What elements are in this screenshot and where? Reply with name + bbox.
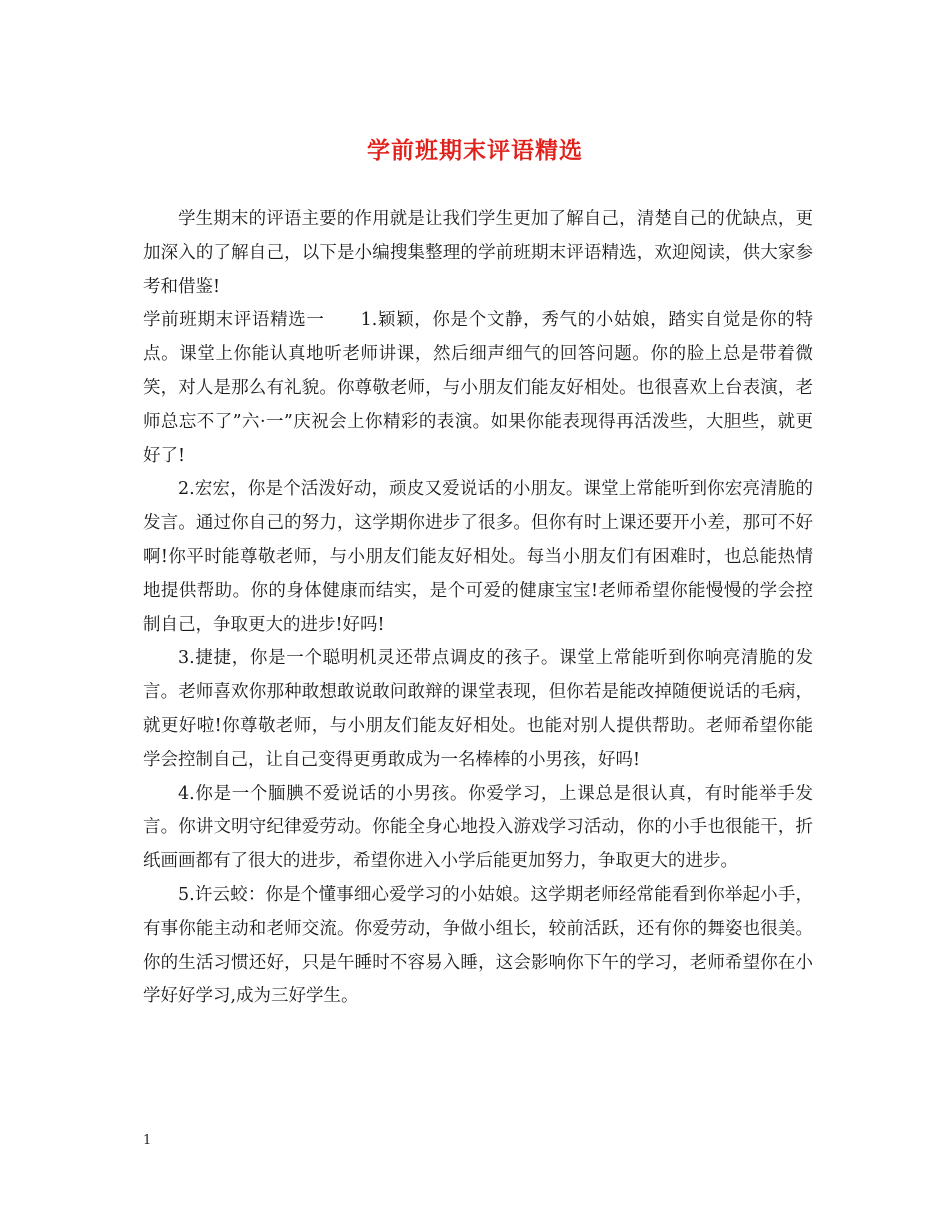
comment-5: 5.许云蛟：你是个懂事细心爱学习的小姑娘。这学期老师经常能看到你举起小手，有事你能主动和老师交流。你爱劳动，争做小组长，较前活跃，还有你的舞姿也很美。你的生活习惯还好，只是午睡时不容易入睡，这会影响你下午的学习，老师希望你在小学好好学习,成为三好学生。 xyxy=(143,884,813,1007)
comment-3: 3.捷捷，你是一个聪明机灵还带点调皮的孩子。课堂上常能听到你响亮清脆的发言。老师喜欢你那种敢想敢说敢问敢辩的课堂表现，但你若是能改掉随便说话的毛病，就更好啦!你尊敬老师，与小朋友们能友好相处。也能对别人提供帮助。老师希望你能学会控制自己，让自己变得更勇敢成为一名棒棒的小男孩，好吗! xyxy=(143,648,813,770)
intro-paragraph: 学生期末的评语主要的作用就是让我们学生更加了解自己，清楚自己的优缺点，更加深入的了解自己，以下是小编搜集整理的学前班期末评语精选，欢迎阅读，供大家参考和借鉴! xyxy=(143,209,813,297)
section-heading: 学前班期末评语精选一 xyxy=(143,310,325,331)
document-title: 学前班期末评语精选 xyxy=(367,137,583,164)
comment-2: 2.宏宏，你是个活泼好动，顽皮又爱说话的小朋友。课堂上常能听到你宏亮清脆的发言。通过你自己的努力，这学期你进步了很多。但你有时上课还要开小差，那可不好啊!你平时能尊敬老师，与小朋友们能友好相处。每当小朋友们有困难时，也总能热情地提供帮助。你的身体健康而结实，是个可爱的健康宝宝!老师希望你能慢慢的学会控制自己，争取更大的进步!好吗! xyxy=(143,479,813,635)
document-body xyxy=(143,203,813,1014)
page-number: 1 xyxy=(143,1133,152,1148)
comment-1: 1.颖颖，你是个文静，秀气的小姑娘，踏实自觉是你的特点。课堂上你能认真地听老师讲课，然后细声细气的回答问题。你的脸上总是带着微笑，对人是那么有礼貌。你尊敬老师，与小朋友们能友好相处。也很喜欢上台表演，老师总忘不了”六·一”庆祝会上你精彩的表演。如果你能表现得再活泼些，大胆些，就更好了! xyxy=(143,310,813,466)
comment-4: 4.你是一个腼腆不爱说话的小男孩。你爱学习，上课总是很认真，有时能举手发言。你讲文明守纪律爱劳动。你能全身心地投入游戏学习活动，你的小手也很能干，折纸画画都有了很大的进步，希望你进入小学后能更加努力，争取更大的进步。 xyxy=(143,783,813,872)
section-paragraph-1 xyxy=(143,304,813,473)
